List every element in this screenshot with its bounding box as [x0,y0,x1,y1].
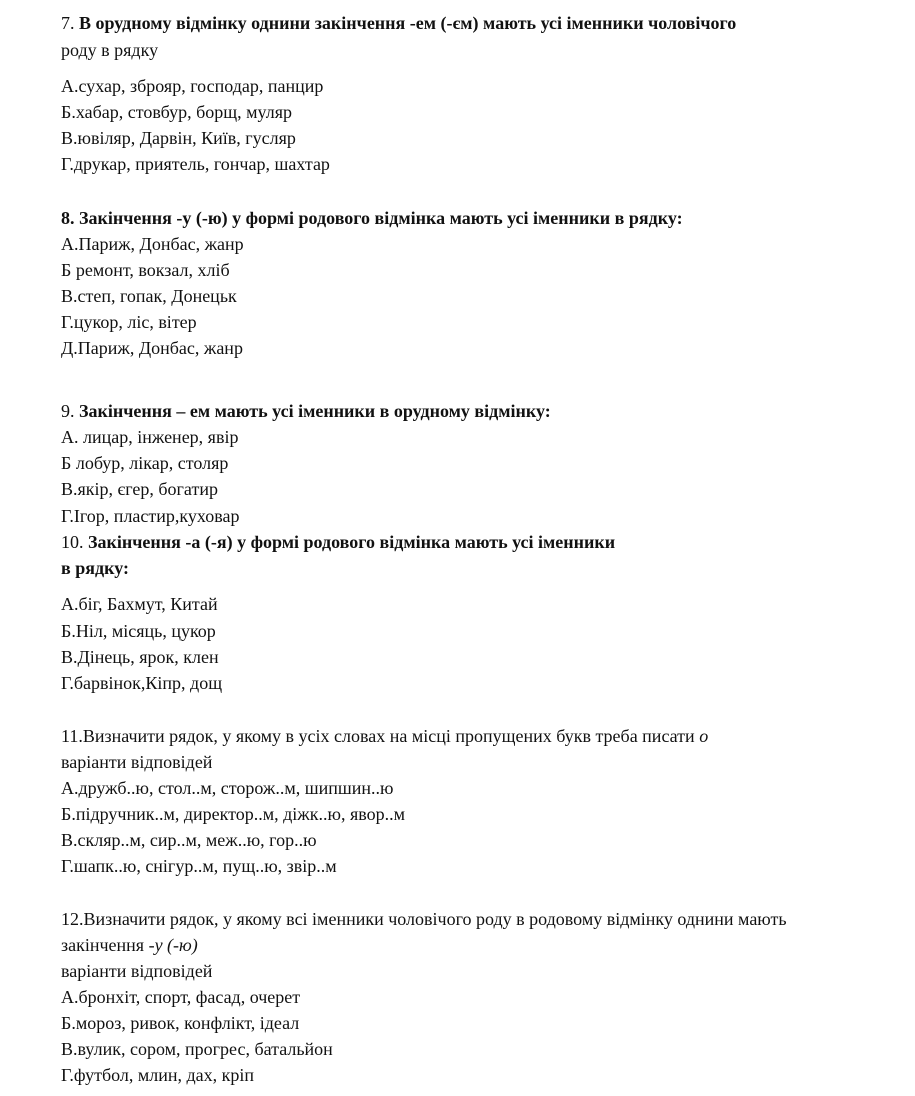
q10-option-a: А.біг, Бахмут, Китай [61,594,218,614]
q8-title: 8. Закінчення -у (-ю) у формі родового відмінка мають усі іменники в рядку: [61,208,683,228]
q11-subtitle: варіанти відповідей [61,752,213,772]
q12-option-b: Б.мороз, ривок, конфлікт, ідеал [61,1013,300,1033]
q9-option-a: А. лицар, інженер, явір [61,427,239,447]
q9-option-c: В.якір, єгер, богатир [61,479,218,499]
q11-option-b: Б.підручник..м, директор..м, діжк..ю, явор..м [61,804,405,824]
q9-title [61,400,551,422]
q12-title: 12.Визначити рядок, у якому всі іменники чоловічого роду в родовому відмінку однини мають [61,909,787,929]
q12-title-italic: -у (-ю) [148,935,198,955]
q11-option-d: Г.шапк..ю, снігур..м, пущ..ю, звір..м [61,856,337,876]
q12-option-a: А.бронхіт, спорт, фасад, очерет [61,987,301,1007]
q8-option-c: В.степ, гопак, Донецьк [61,286,237,306]
q8-option-e: Д.Париж, Донбас, жанр [61,338,243,358]
q9-title-text: Закінчення – ем мають усі іменники в орудному відмінку: [79,401,551,421]
q9-option-d: Г.Ігор, пластир,куховар [61,506,240,526]
q8-option-b: Б ремонт, вокзал, хліб [61,260,230,280]
q8-option-a: А.Париж, Донбас, жанр [61,234,244,254]
q11-title-text: 11.Визначити рядок, у якому в усіх словах на місці пропущених букв треба писати [61,726,700,746]
q7-option-b: Б.хабар, стовбур, борщ, муляр [61,102,292,122]
q7-title [61,12,736,34]
q7-option-c: В.ювіляр, Дарвін, Київ, гусляр [61,128,296,148]
q7-option-a: А.сухар, зброяр, господар, панцир [61,76,324,96]
q10-option-c: В.Дінець, ярок, клен [61,647,219,667]
q7-number: 7. [61,13,79,33]
q12-title-cont-text: закінчення [61,935,149,955]
q10-option-d: Г.барвінок,Кіпр, дощ [61,673,223,693]
q10-option-b: Б.Ніл, місяць, цукор [61,621,216,641]
q11-title [61,725,708,747]
q12-option-d: Г.футбол, млин, дах, кріп [61,1065,255,1085]
q12-title-continued [61,934,198,956]
q10-title-continued: в рядку: [61,558,129,578]
q11-title-italic: о [699,726,709,746]
q12-option-c: В.вулик, сором, прогрес, батальйон [61,1039,333,1059]
q7-title-continued: роду в рядку [61,40,159,60]
q12-subtitle: варіанти відповідей [61,961,213,981]
q11-option-c: В.скляр..м, сир..м, меж..ю, гор..ю [61,830,317,850]
q7-title-text: В орудному відмінку однини закінчення -ем (-єм) мають усі іменники чоловічого [79,13,737,33]
q9-number: 9. [61,401,79,421]
q10-title-text: Закінчення -а (-я) у формі родового відмінка мають усі іменники [88,532,616,552]
q8-option-d: Г.цукор, ліс, вітер [61,312,197,332]
q7-option-d: Г.друкар, приятель, гончар, шахтар [61,154,330,174]
q11-option-a: А.дружб..ю, стол..м, сторож..м, шипшин..ю [61,778,394,798]
q9-option-b: Б лобур, лікар, столяр [61,453,229,473]
q10-title [61,531,615,553]
q10-number: 10. [61,532,88,552]
